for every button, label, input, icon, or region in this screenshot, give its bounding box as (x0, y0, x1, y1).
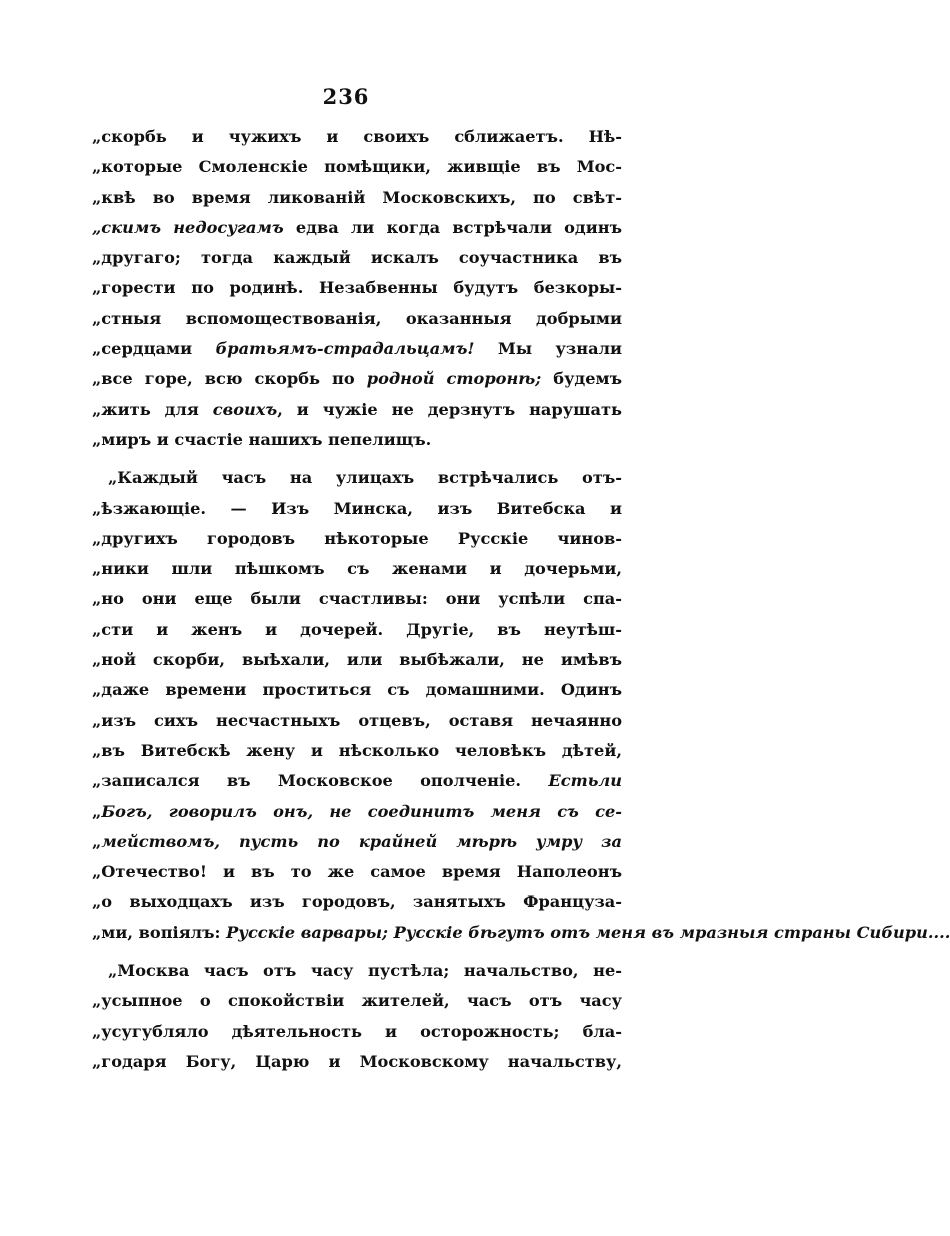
italic-phrase: Богъ, говорилъ онъ, не соединитъ меня съ се- (101, 801, 622, 821)
text-run: „ми, вопіялъ: (92, 922, 227, 942)
text-line (92, 827, 622, 857)
text-line (92, 736, 622, 766)
text-line: „миръ и счастіе нашихъ пепелищъ. (92, 429, 432, 449)
text-run: „жить для (92, 399, 213, 419)
text-line: „другихъ городовъ нѣкоторые Русскіе чинов- (92, 528, 622, 548)
text-run: „въ Витебскѣ жену и нѣсколько человѣкъ дѣтей, (92, 740, 622, 760)
text-line: „усугубляло дѣятельность и осторожность; бла- (92, 1021, 622, 1041)
text-line: „ѣзжающіе. — Изъ Минска, изъ Витебска и (92, 498, 622, 518)
text-run: „все горе, всю скорбь по (92, 369, 367, 389)
text-line (92, 766, 622, 796)
text-line: „изъ сихъ несчастныхъ отцевъ, оставя нечаянно (92, 710, 622, 730)
text-line (92, 213, 622, 243)
text-line: „Москва часъ отъ часу пустѣла; начальство, не- (108, 961, 622, 981)
text-run: „ (92, 801, 102, 821)
text-run: будемъ (541, 369, 622, 389)
text-run: „сердцами (92, 339, 216, 359)
text-line: „Каждый часъ на улицахъ встрѣчались отъ- (108, 468, 622, 488)
body-text (92, 122, 950, 1077)
page-number: 236 (322, 84, 370, 109)
text-run: „о выходцахъ изъ городовъ, занятыхъ Французa- (92, 892, 622, 912)
text-run: Мы узнали (474, 339, 622, 359)
text-run: „записался въ Московское ополченіе. (92, 771, 549, 791)
text-line: „усыпное о спокойствіи жителей, часъ отъ часу (92, 991, 622, 1011)
text-line (92, 797, 622, 827)
text-line: „даже времени проститься съ домашними. Одинъ (92, 680, 622, 700)
text-run: , и чужіе не дерзнутъ нарушать (277, 399, 622, 419)
text-line: „квѣ во время ликованій Московскихъ, по свѣт- (92, 187, 622, 207)
text-run: „ (92, 831, 102, 851)
italic-phrase: „скимъ недосугамъ (92, 217, 284, 237)
text-line: „но они еще были счастливы: они успѣли спа- (92, 589, 622, 609)
text-line: „сти и женъ и дочерей. Другіе, въ неутѣш- (92, 619, 622, 639)
text-line: „другаго; тогда каждый искалъ соучастника въ (92, 248, 622, 268)
italic-phrase: родной сторонѣ; (366, 369, 542, 389)
italic-phrase: Русскіе варвары; Русскіе бѣгутъ отъ меня въ мразныя страны Сибири.... (226, 922, 950, 942)
text-line (92, 918, 950, 948)
text-line: „горести по родинѣ. Незабвенны будутъ безкоры- (92, 278, 622, 298)
italic-phrase: Естьли (548, 771, 622, 791)
italic-phrase: своихъ (212, 399, 278, 419)
text-line (92, 334, 622, 364)
text-line: „Отечество! и въ то же самое время Наполеонъ (92, 862, 622, 882)
text-line (92, 395, 622, 425)
text-line (92, 364, 622, 394)
italic-phrase: мействомъ, пусть по крайней мѣрѣ умру за (101, 831, 622, 851)
text-line: „ной скорби, выѣхали, или выбѣжали, не имѣвъ (92, 650, 622, 670)
text-line: „скорбь и чужихъ и своихъ сближаетъ. Нѣ- (92, 127, 622, 146)
italic-phrase: братьямъ-страдальцамъ! (215, 339, 475, 359)
text-line: „ники шли пѣшкомъ съ женами и дочерьми, (92, 559, 622, 579)
text-line: „которые Смоленскіе помѣщики, живщіе въ Мос- (92, 157, 622, 177)
text-run: едва ли когда встрѣчали одинъ (283, 217, 622, 237)
text-line: „стныя вспомоществованія, оказанныя добрыми (92, 308, 622, 328)
text-line (92, 887, 622, 917)
text-line: „годаря Богу, Царю и Московскому начальству, (92, 1051, 622, 1071)
